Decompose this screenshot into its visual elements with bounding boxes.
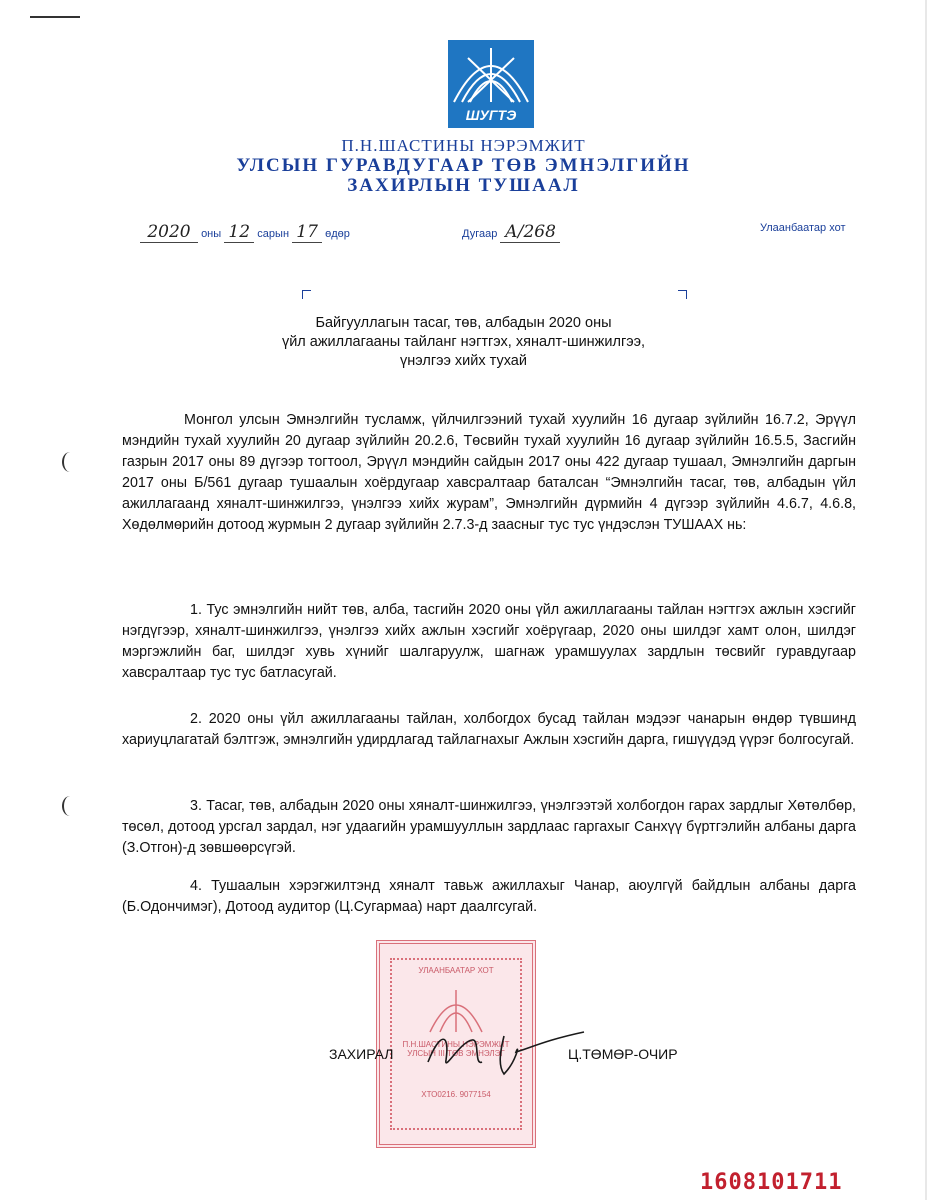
date-line: [140, 222, 350, 243]
order-item-1: [122, 600, 856, 684]
date-month-suffix: сарын: [257, 228, 290, 240]
signatory-title: ЗАХИРАЛ: [329, 1046, 394, 1062]
order-item-3-text: 3. Тасаг, төв, албадын 2020 оны хяналт-шинжилгээ, үнэлгээтэй холбогдон гарах зардлыг Хөтөлбөр, төсөл, дотоод урсгал зардал, нэг удаагийн урамшууллын зардлаас гаргахыг Санхүү бүртгэлийн албаны дарга (З.Отгон)-д зөвшөөрсүгэй.: [122, 798, 856, 856]
subject-bracket-left: [302, 290, 311, 299]
order-number: А/268: [500, 222, 560, 243]
logo-text: ШУГТЭ: [465, 107, 517, 123]
order-item-4-text: 4. Тушаалын хэрэгжилтэнд хяналт тавьж ажиллахыг Чанар, аюулгүй байдлын албаны дарга (Б.Одончимэг), Дотоод аудитор (Ц.Сугармаа) нарт даалгсугай.: [122, 878, 856, 915]
city: Улаанбаатар хот: [760, 222, 846, 234]
date-day: 17: [292, 222, 322, 243]
header-line-2: УЛСЫН ГУРАВДУГААР ТӨВ ЭМНЭЛГИЙН: [236, 155, 691, 176]
intro-paragraph: [122, 410, 856, 536]
handwritten-signature: [420, 1022, 590, 1078]
subject-bracket-right: [678, 290, 687, 299]
order-item-4: [122, 876, 856, 918]
intro-text: Монгол улсын Эмнэлгийн тусламж, үйлчилгээний тухай хуулийн 16 дугаар зүйлийн 16.7.2, Эрүүл мэндийн тухай хуулийн 20 дугаар зүйлийн 20.2.6, Төсвийн тухай хуулийн 16 дугаар зүйлийн 16.5.5, Засгийн газрын 2017 оны 89 дүгээр тогтоол, Эрүүл мэндийн сайдын 2017 оны 422 дугаар тушаал, Эмнэлгийн даргын 2017 оны Б/561 дугаар тушаалын хоёрдугаар хавсралтаар баталсан “Эмнэлгийн тасаг, төв, албадын үйл ажиллагаанд хяналт-шинжилгээ, үнэлгээ хийх журам”, Эмнэлгийн дүрмийн 4 дүгээр зүйлийн 4.6.7, 4.6.8, Хөдөлмөрийн дотоод журмын 2 дугаар зүйлийн 2.7.3-д заасныг тус тус үндэслэн ТУШААХ нь:: [122, 412, 856, 533]
order-subject: [0, 314, 927, 371]
punch-hole-mark: [62, 452, 78, 472]
stamp-top-text: УЛААНБААТАР ХОТ: [418, 966, 494, 975]
punch-hole-mark: [62, 796, 78, 816]
order-item-3: [122, 796, 856, 859]
stamp-bottom-text: ХТО0216. 9077154: [421, 1090, 491, 1099]
hospital-logo: [448, 40, 534, 128]
subject-line: үйл ажиллагааны тайланг нэгтгэх, хяналт-шинжилгээ,: [281, 334, 646, 350]
date-year: 2020: [140, 222, 198, 243]
order-item-2: [122, 709, 856, 751]
stamp-middle-text: П.Н.ШАСТИНЫ НЭРЭМЖИТ УЛСЫН III ТӨВ ЭМНЭЛЭГ: [402, 1040, 510, 1058]
subject-line: үнэлгээ хийх тухай: [400, 353, 527, 369]
scan-mark: [30, 16, 80, 18]
order-item-2-text: 2. 2020 оны үйл ажиллагааны тайлан, холбогдох бусад тайлан мэдээг чанарын өндөр түвшинд хариуцлагатай бэлтгэж, эмнэлгийн удирдлагад тайлагнахыг Ажлын хэсгийн дарга, гишүүдэд үүрэг болгосугай.: [122, 711, 856, 748]
date-year-suffix: оны: [201, 228, 222, 240]
header-line-1: П.Н.ШАСТИНЫ НЭРЭМЖИТ: [341, 136, 586, 155]
header-line-3: ЗАХИРЛЫН ТУШААЛ: [347, 175, 580, 196]
subject-line: Байгууллагын тасаг, төв, албадын 2020 оны: [315, 315, 612, 331]
order-item-1-text: 1. Тус эмнэлгийн нийт төв, алба, тасгийн 2020 оны үйл ажиллагааны тайлан нэгтгэх ажлын хэсгийг нэгдүгээр, хяналт-шинжилгээ, үнэлгээ хийх ажлын хэсгийг хоёрүгаар, 2020 оны шилдэг хамт олон, шилдэг мэргэжлийн баг, шилдэг хувь хүнийг шалгаруулж, шагнаж урамшуулах зардлын төсвийг гуравдугаар хавсралтаар тус тус батлaсугай.: [122, 602, 856, 681]
serial-number: 1608101711: [700, 1170, 843, 1195]
date-day-suffix: өдөр: [325, 228, 350, 240]
order-number-label: Дугаар: [462, 228, 498, 240]
signatory-name: Ц.ТӨМӨР-ОЧИР: [568, 1046, 678, 1062]
date-month: 12: [224, 222, 254, 243]
order-number-line: [462, 222, 560, 243]
